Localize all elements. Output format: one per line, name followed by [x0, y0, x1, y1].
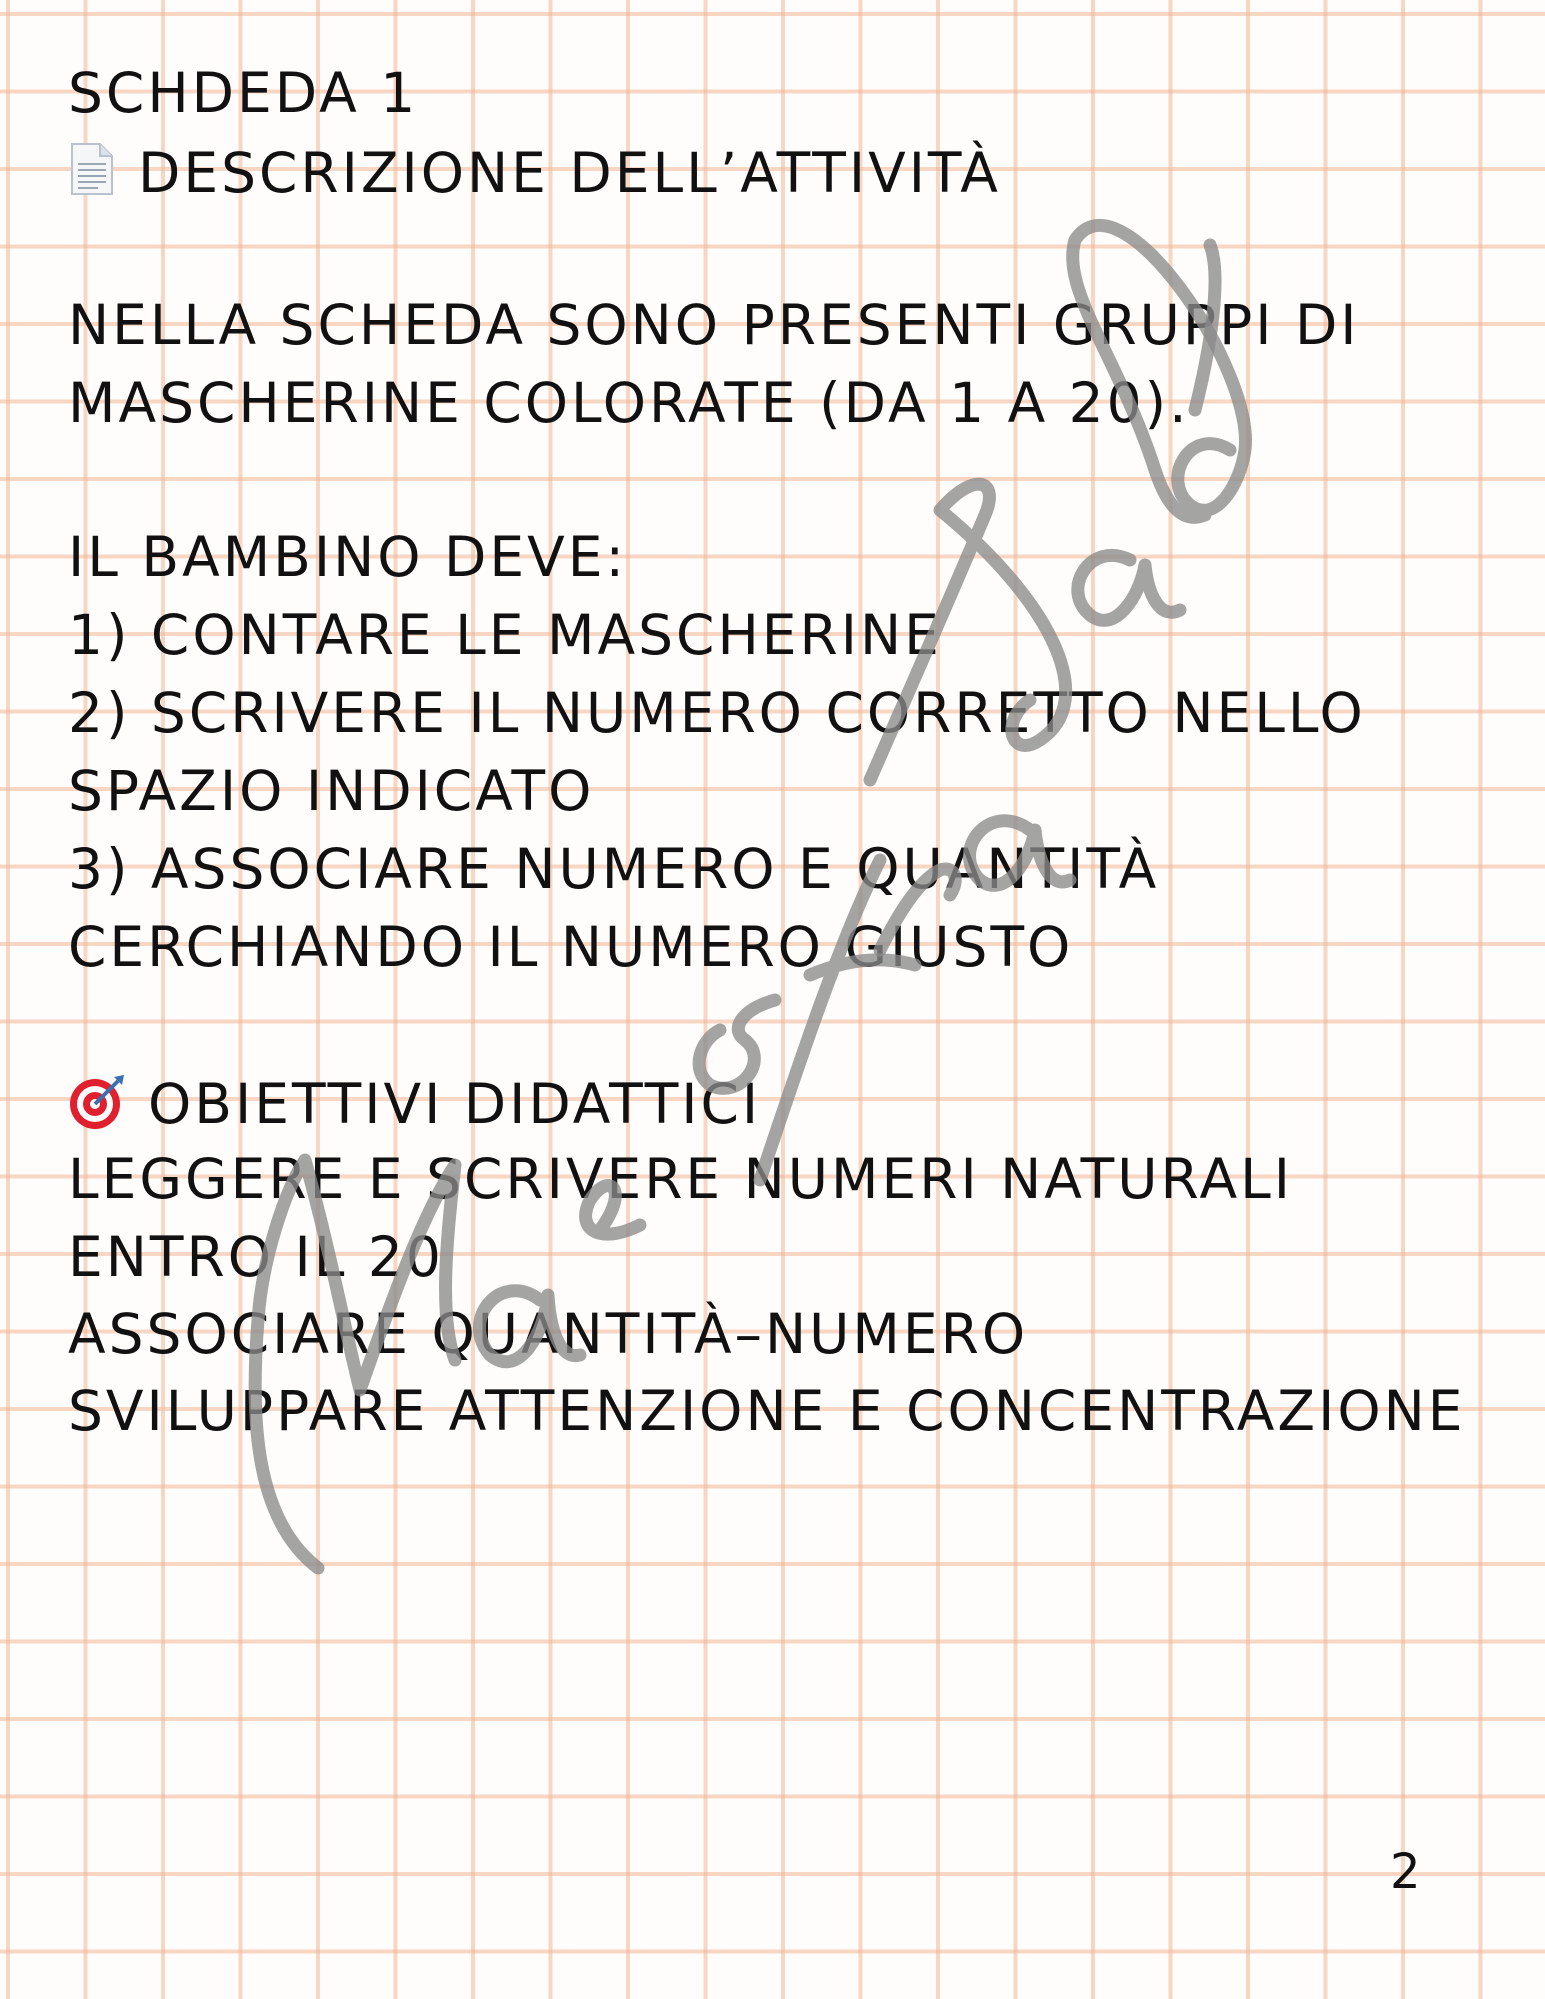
instructions-intro: IL BAMBINO DEVE:: [68, 525, 628, 589]
instruction-step-continued: CERCHIANDO IL NUMERO GIUSTO: [68, 915, 1074, 979]
objectives-heading: [68, 1072, 762, 1136]
objective-item: SVILUPPARE ATTENZIONE E CONCENTRAZIONE: [68, 1379, 1466, 1443]
objectives-heading-label: OBIETTIVI DIDATTICI: [148, 1072, 762, 1136]
worksheet-title: SCHDEDA 1: [68, 61, 419, 125]
objective-item: ASSOCIARE QUANTITÀ–NUMERO: [68, 1302, 1029, 1366]
objective-item-continued: ENTRO IL 20: [68, 1225, 444, 1289]
instruction-step: 2) SCRIVERE IL NUMERO CORRETTO NELLO: [68, 681, 1366, 745]
objective-item: LEGGERE E SCRIVERE NUMERI NATURALI: [68, 1147, 1293, 1211]
activity-description-label: DESCRIZIONE DELL’ATTIVITÀ: [138, 141, 1001, 205]
page-number: 2: [1390, 1844, 1421, 1900]
description-line: NELLA SCHEDA SONO PRESENTI GRUPPI DI: [68, 293, 1360, 357]
activity-description-heading: [68, 141, 1001, 205]
instruction-step: 3) ASSOCIARE NUMERO E QUANTITÀ: [68, 837, 1160, 901]
description-line: MASCHERINE COLORATE (DA 1 A 20).: [68, 371, 1190, 435]
bullseye-target-icon: [68, 1073, 126, 1131]
instruction-step: 1) CONTARE LE MASCHERINE: [68, 603, 942, 667]
page-document-icon: [68, 142, 114, 196]
instruction-step-continued: SPAZIO INDICATO: [68, 759, 595, 823]
